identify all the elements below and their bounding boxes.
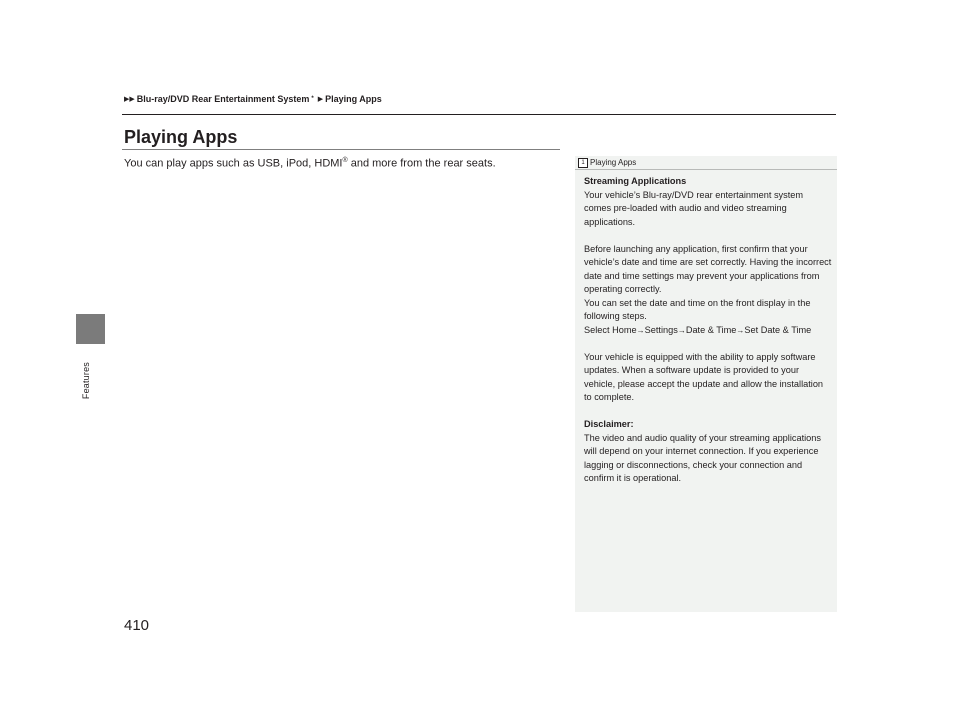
header-divider xyxy=(122,114,836,115)
disclaimer-text: The video and audio quality of your streaming applications will depend on your internet connection. If you experience lagging or disconnections, check your connection and confirm it is operational. xyxy=(584,432,821,483)
section-tab-marker xyxy=(76,314,105,344)
page-number: 410 xyxy=(124,617,150,634)
note-paragraph-2b: You can set the date and time on the front display in the following steps. xyxy=(584,297,811,321)
section-tab-label: Features xyxy=(81,362,91,400)
breadcrumb-arrow-icon: ▶▶ xyxy=(124,96,135,103)
note-paragraph-1: Your vehicle’s Blu-ray/DVD rear entertainment system comes pre-loaded with audio and video streaming applications. xyxy=(584,189,804,227)
page-title: Playing Apps xyxy=(124,127,238,147)
note-reference: Playing Apps xyxy=(590,158,637,167)
breadcrumb xyxy=(124,94,382,104)
title-divider xyxy=(122,149,560,150)
breadcrumb-marker: * xyxy=(311,96,314,102)
note-paragraph-3: Your vehicle is equipped with the ability to apply software updates. When a software update is provided to your vehicle, please accept the update and allow the installation to complete. xyxy=(584,351,824,402)
note-header xyxy=(575,156,837,169)
arrow-icon: → xyxy=(736,325,745,335)
arrow-icon: → xyxy=(636,325,645,335)
note-icon: 1 xyxy=(578,158,588,168)
note-body xyxy=(584,175,832,499)
settings-path: Select Home→Settings→Date & Time→Set Date & Time xyxy=(584,324,812,335)
breadcrumb-part1[interactable]: Blu-ray/DVD Rear Entertainment System xyxy=(136,94,310,104)
note-paragraph-2a: Before launching any application, first confirm that your vehicle’s date and time are set correctly. Having the incorrect date and time settings may prevent your applications from operating correctly. xyxy=(584,243,832,294)
breadcrumb-part2[interactable]: Playing Apps xyxy=(325,94,382,104)
breadcrumb-separator-icon: ▶ xyxy=(317,96,324,103)
note-heading: Streaming Applications xyxy=(584,176,687,186)
arrow-icon: → xyxy=(677,325,686,335)
intro-text: You can play apps such as USB, iPod, HDMI® and more from the rear seats. xyxy=(124,157,496,170)
disclaimer-heading: Disclaimer: xyxy=(584,419,634,429)
note-panel xyxy=(575,156,837,612)
note-divider xyxy=(575,169,837,170)
